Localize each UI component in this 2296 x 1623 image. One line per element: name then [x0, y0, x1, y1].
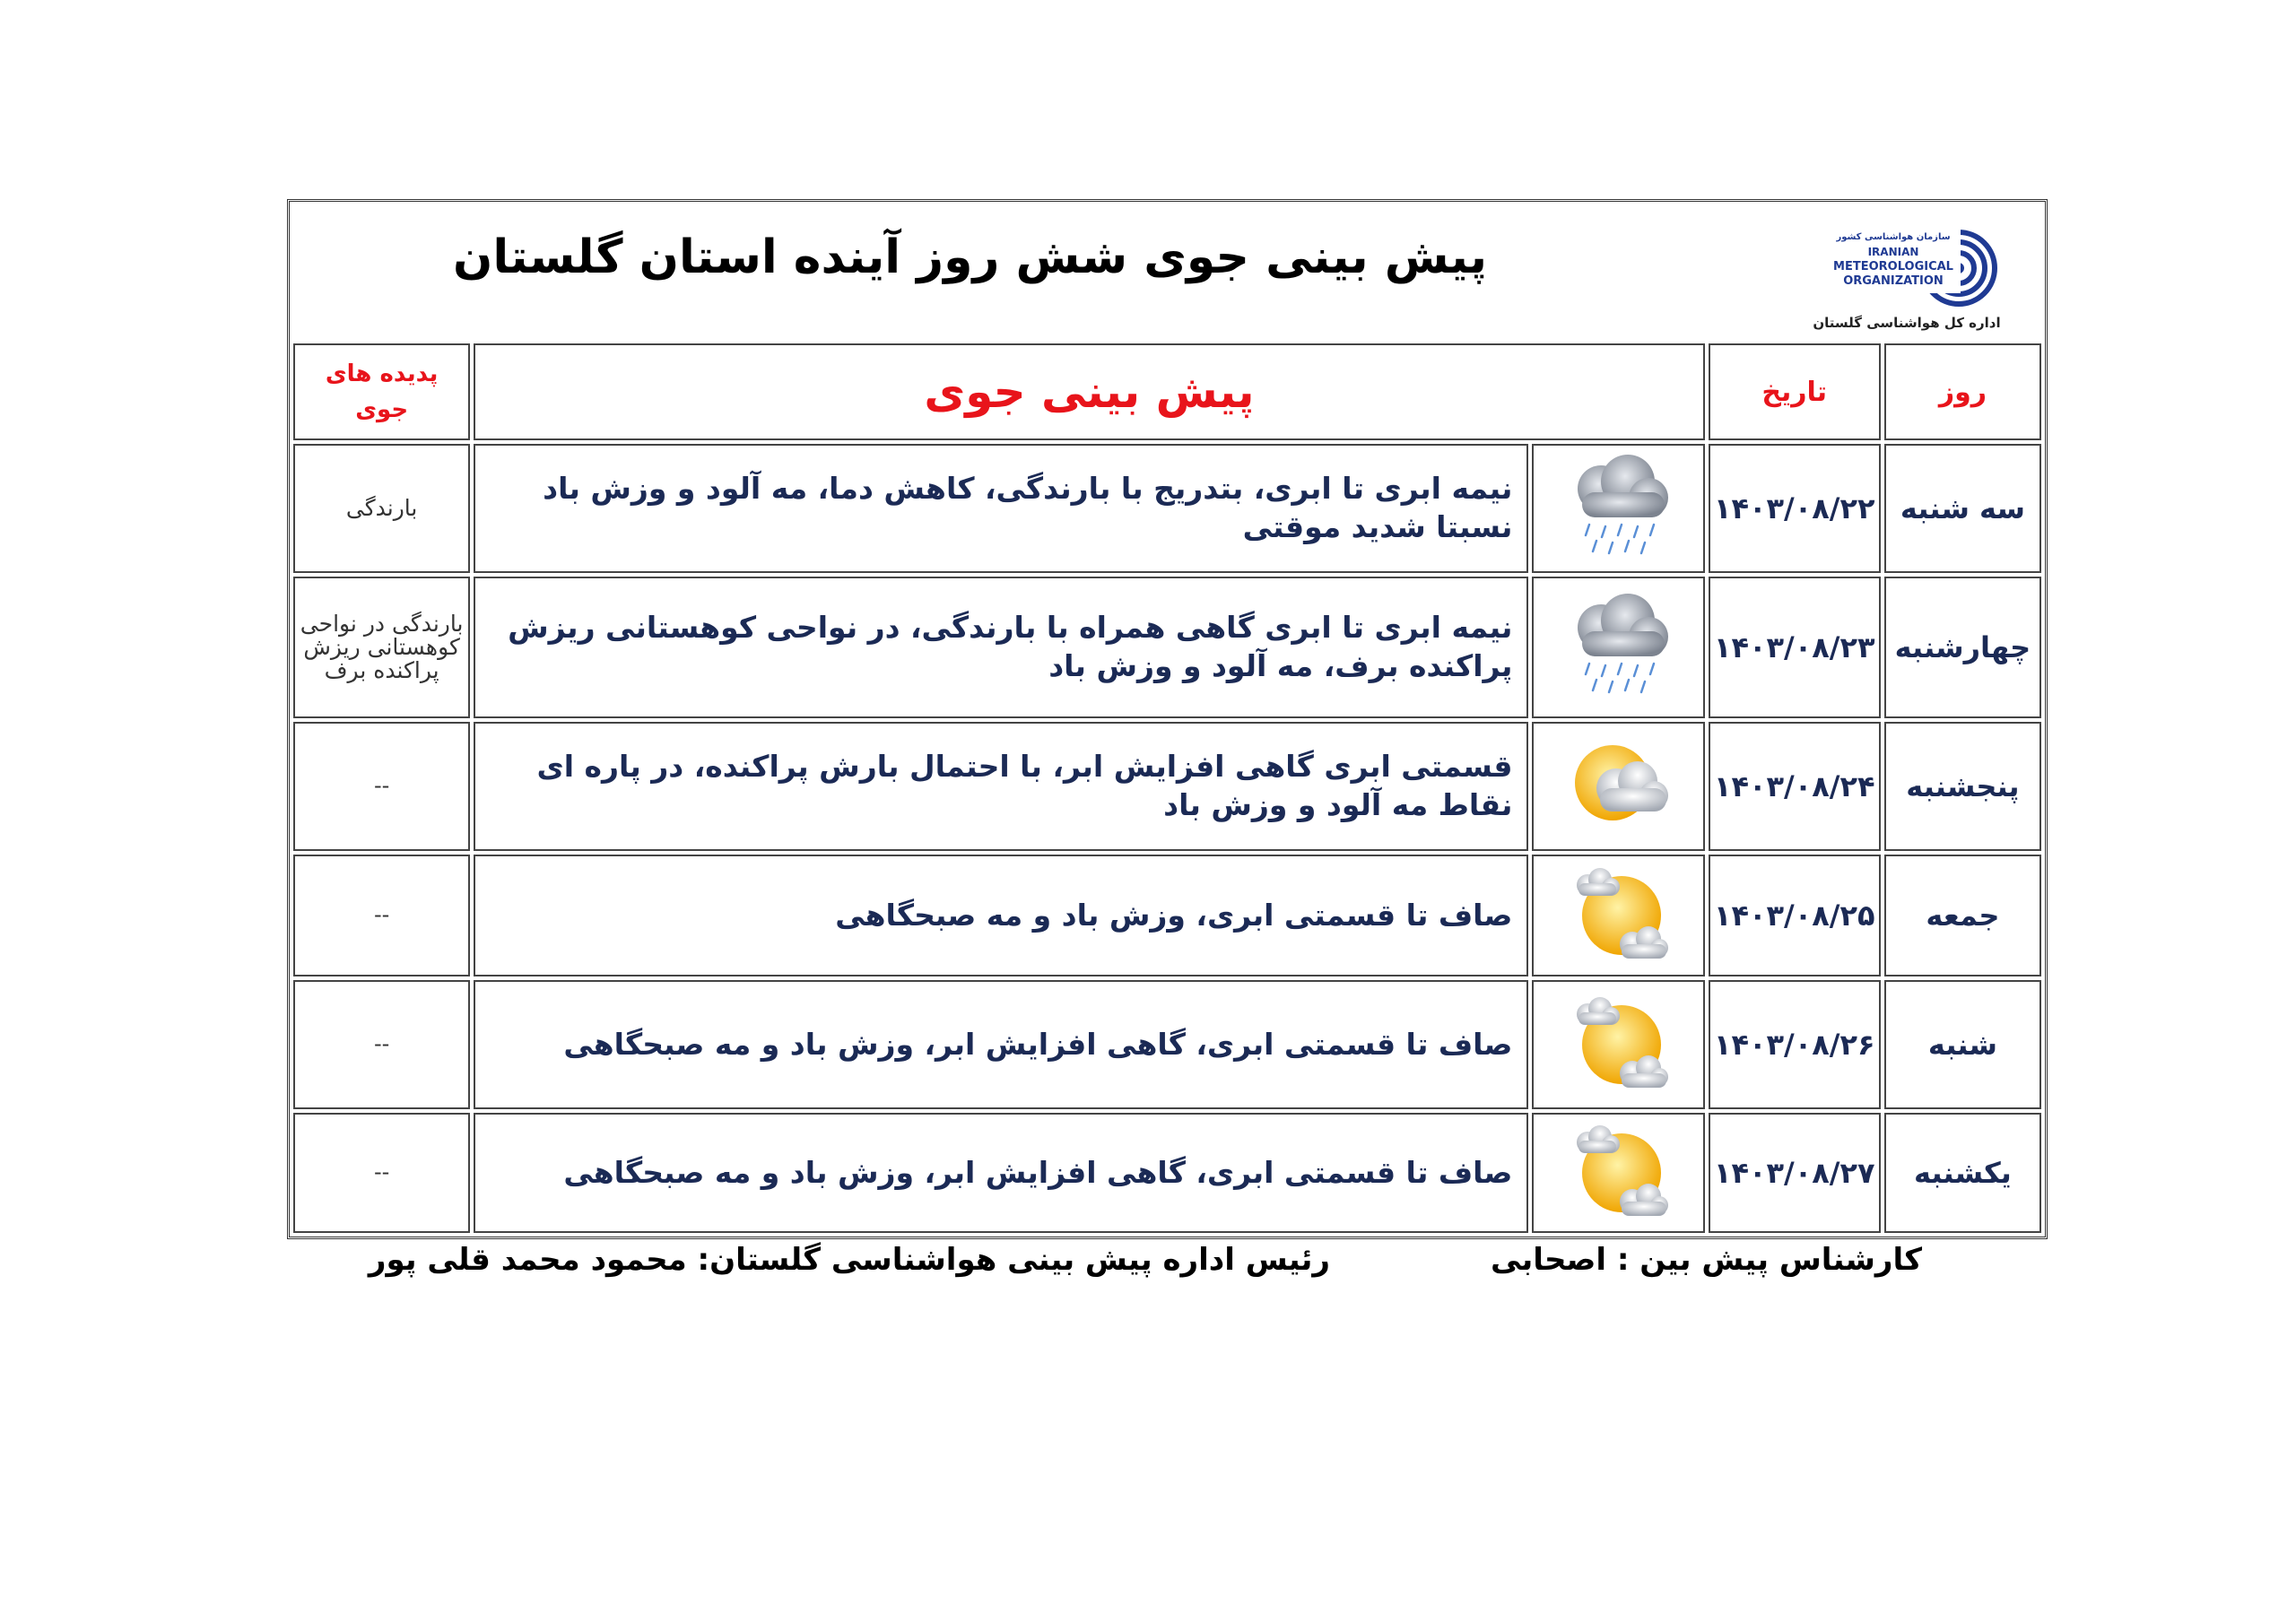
logo-line-2: IRANIAN [1867, 246, 1919, 258]
row-date: ۱۴۰۳/۰۸/۲۶ [1709, 980, 1881, 1109]
row-phenomena: -- [293, 980, 470, 1109]
forecast-row [293, 722, 2041, 851]
row-forecast-text: صاف تا قسمتی ابری، وزش باد و مه صبحگاهی [474, 855, 1528, 976]
logo-line-3: METEOROLOGICAL [1833, 260, 1953, 273]
row-date: ۱۴۰۳/۰۸/۲۵ [1709, 855, 1881, 976]
forecast-row [293, 577, 2041, 718]
logo-line-1: سازمان هواشناسی کشور [1836, 232, 1951, 242]
row-weather-icon-cell [1532, 577, 1704, 718]
row-day: یکشنبه [1884, 1113, 2041, 1233]
office-chief-name: رئیس اداره پیش بینی هواشناسی گلستان: محمود محمد قلی پور [368, 1242, 1330, 1278]
column-header-date: تاریخ [1709, 343, 1881, 440]
row-weather-icon-cell [1532, 444, 1704, 573]
row-weather-icon-cell [1532, 1113, 1704, 1233]
forecast-row [293, 1113, 2041, 1233]
row-forecast-text: صاف تا قسمتی ابری، گاهی افزایش ابر، وزش باد و مه صبحگاهی [474, 1113, 1528, 1233]
sun-small-cloud-icon [1534, 989, 1702, 1100]
row-day: سه شنبه [1884, 444, 2041, 573]
forecaster-name: کارشناس پیش بین : اصحابی [1491, 1242, 1922, 1278]
row-day: پنجشنبه [1884, 722, 2041, 851]
row-day: چهارشنبه [1884, 577, 2041, 718]
row-weather-icon-cell [1532, 722, 1704, 851]
footer [287, 1242, 2048, 1296]
row-forecast-text: صاف تا قسمتی ابری، گاهی افزایش ابر، وزش باد و مه صبحگاهی [474, 980, 1528, 1109]
forecast-row [293, 980, 2041, 1109]
row-forecast-text: نیمه ابری تا ابری، بتدریج با بارندگی، کاهش دما، مه آلود و وزش باد نسبتا شدید موقتی [474, 444, 1528, 573]
row-day: جمعه [1884, 855, 2041, 976]
sun-small-cloud-icon [1534, 860, 1702, 971]
forecast-table [290, 202, 2045, 1237]
row-phenomena: بارندگی در نواحی کوهستانی ریزش پراکنده برف [293, 577, 470, 718]
row-date: ۱۴۰۳/۰۸/۲۴ [1709, 722, 1881, 851]
row-date: ۱۴۰۳/۰۸/۲۳ [1709, 577, 1881, 718]
row-weather-icon-cell [1532, 855, 1704, 976]
title-row [293, 205, 2041, 340]
row-date: ۱۴۰۳/۰۸/۲۲ [1709, 444, 1881, 573]
rain-cloud-icon [1534, 453, 1702, 564]
row-forecast-text: نیمه ابری تا ابری گاهی همراه با بارندگی، در نواحی کوهستانی ریزش پراکنده برف، مه آلود و وزش باد [474, 577, 1528, 718]
sun-behind-cloud-icon [1534, 731, 1702, 842]
row-phenomena: -- [293, 1113, 470, 1233]
logo-caption: اداره کل هواشناسی گلستان [1813, 315, 2001, 331]
forecast-row [293, 855, 2041, 976]
forecast-row [293, 444, 2041, 573]
column-header-forecast: پیش بینی جوی [474, 343, 1704, 440]
row-weather-icon-cell [1532, 980, 1704, 1109]
row-phenomena: -- [293, 722, 470, 851]
row-phenomena: -- [293, 855, 470, 976]
page-title: پیش بینی جوی شش روز آینده استان گلستان [452, 230, 1488, 284]
row-forecast-text: قسمتی ابری گاهی افزایش ابر، با احتمال بارش پراکنده، در پاره ای نقاط مه آلود و وزش باد [474, 722, 1528, 851]
logo-line-4: ORGANIZATION [1843, 274, 1944, 288]
row-day: شنبه [1884, 980, 2041, 1109]
row-phenomena: بارندگی [293, 444, 470, 573]
column-header-day: روز [1884, 343, 2041, 440]
rain-cloud-icon [1534, 592, 1702, 703]
sun-small-cloud-icon [1534, 1117, 1702, 1228]
forecast-sheet [287, 199, 2048, 1239]
column-header-phenomena: پدیده های جوی [293, 343, 470, 440]
meteorological-organization-logo [1799, 216, 2014, 333]
row-date: ۱۴۰۳/۰۸/۲۷ [1709, 1113, 1881, 1233]
